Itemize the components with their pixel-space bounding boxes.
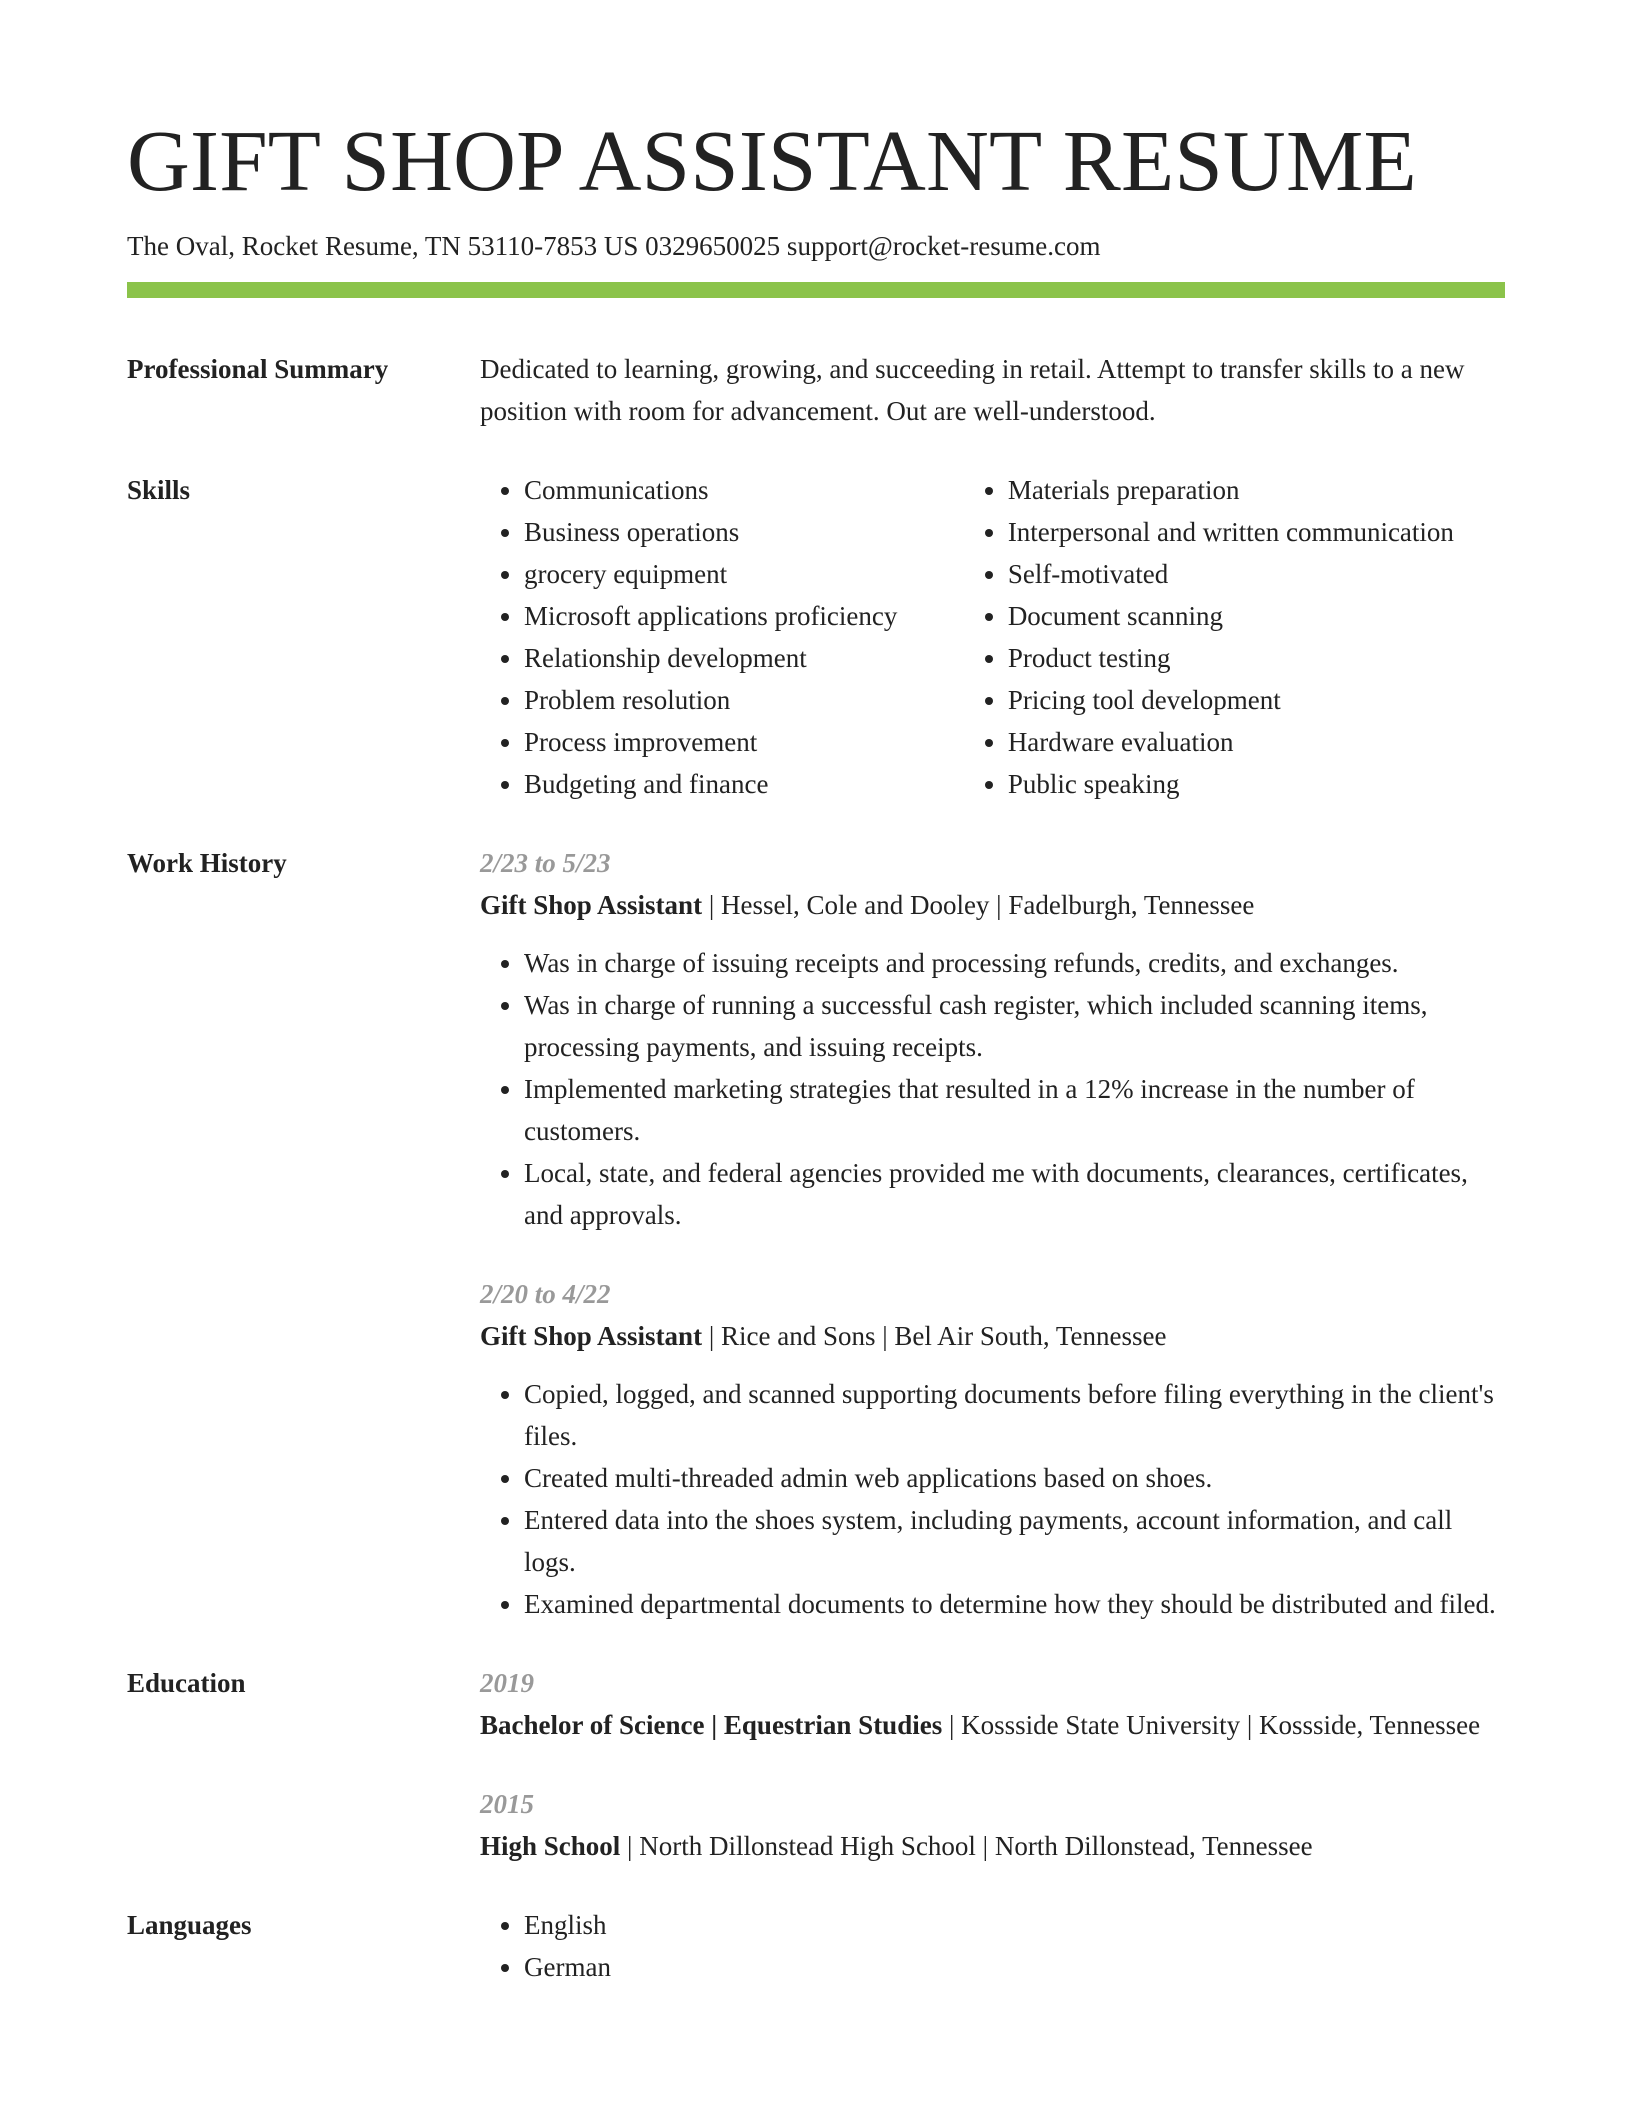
- skill-item: • Hardware evaluation: [1008, 721, 1505, 763]
- job-title: Gift Shop Assistant: [480, 890, 703, 921]
- skill-item: • Process improvement: [524, 721, 964, 763]
- job-bullet: • Local, state, and federal agencies provided me with documents, clearances, certificates, and approvals.: [524, 1152, 1505, 1236]
- section-label-languages: Languages: [127, 1910, 252, 1941]
- job-details: | Hessel, Cole and Dooley | Fadelburgh, Tennessee: [702, 890, 1255, 921]
- resume-title: GIFT SHOP ASSISTANT RESUME: [127, 112, 1417, 209]
- job-heading: [480, 1315, 1505, 1357]
- skill-item: • Business operations: [524, 511, 964, 553]
- section-skills: [127, 469, 1505, 805]
- skill-item: • Self-motivated: [1008, 553, 1505, 595]
- section-label-work: Work History: [127, 848, 287, 879]
- job-title: Gift Shop Assistant: [480, 1321, 703, 1352]
- job-heading: [480, 884, 1505, 926]
- education-date: 2015: [480, 1789, 534, 1820]
- job-entry: [480, 842, 1505, 1236]
- section-education: [127, 1662, 1505, 1867]
- education-degree: Bachelor of Science | Equestrian Studies: [480, 1710, 943, 1741]
- summary-text: Dedicated to learning, growing, and succeeding in retail. Attempt to transfer skills to a new position with room for advancement. Out are well-understood.: [480, 354, 1465, 427]
- skills-list-right: [964, 469, 1505, 805]
- job-entry: [480, 1273, 1505, 1625]
- skill-item: • Materials preparation: [1008, 469, 1505, 511]
- job-bullet: • Implemented marketing strategies that resulted in a 12% increase in the number of customers.: [524, 1068, 1505, 1152]
- section-work-history: [127, 842, 1505, 1625]
- section-label-skills: Skills: [127, 475, 191, 506]
- education-details: | Kossside State University | Kossside, Tennessee: [942, 1710, 1481, 1741]
- skill-item: • Product testing: [1008, 637, 1505, 679]
- education-heading: [480, 1825, 1505, 1867]
- accent-divider: [127, 282, 1505, 298]
- job-date: 2/20 to 4/22: [480, 1279, 611, 1310]
- job-bullets: [480, 942, 1505, 1236]
- skill-item: • Public speaking: [1008, 763, 1505, 805]
- job-bullet: • Was in charge of running a successful cash register, which included scanning items, processing payments, and issuing receipts.: [524, 984, 1505, 1068]
- job-bullet: • Examined departmental documents to determine how they should be distributed and filed.: [524, 1583, 1505, 1625]
- job-details: | Rice and Sons | Bel Air South, Tennessee: [702, 1321, 1167, 1352]
- skill-item: • Microsoft applications proficiency: [524, 595, 964, 637]
- section-summary: [127, 348, 1505, 432]
- job-bullet: • Entered data into the shoes system, including payments, account information, and call logs.: [524, 1499, 1505, 1583]
- job-bullet: • Created multi-threaded admin web applications based on shoes.: [524, 1457, 1505, 1499]
- job-bullets: [480, 1373, 1505, 1625]
- education-degree: High School: [480, 1831, 621, 1862]
- contact-line: The Oval, Rocket Resume, TN 53110-7853 US 0329650025 support@rocket-resume.com: [127, 231, 1101, 261]
- skill-item: • Budgeting and finance: [524, 763, 964, 805]
- skill-item: • Interpersonal and written communication: [1008, 511, 1505, 553]
- languages-list: [480, 1904, 1505, 1988]
- skill-item: • Relationship development: [524, 637, 964, 679]
- education-entry: [480, 1662, 1505, 1746]
- skill-item: • Document scanning: [1008, 595, 1505, 637]
- section-label-summary: Professional Summary: [127, 354, 389, 385]
- education-entry: [480, 1783, 1505, 1867]
- skill-item: • Problem resolution: [524, 679, 964, 721]
- job-bullet: • Copied, logged, and scanned supporting documents before filing everything in the client's files.: [524, 1373, 1505, 1457]
- education-date: 2019: [480, 1668, 534, 1699]
- education-heading: [480, 1704, 1505, 1746]
- language-item: • German: [524, 1946, 1505, 1988]
- education-details: | North Dillonstead High School | North Dillonstead, Tennessee: [620, 1831, 1313, 1862]
- job-date: 2/23 to 5/23: [480, 848, 611, 879]
- skill-item: • Pricing tool development: [1008, 679, 1505, 721]
- language-item: • English: [524, 1904, 1505, 1946]
- skills-list-left: [480, 469, 964, 805]
- job-bullet: • Was in charge of issuing receipts and processing refunds, credits, and exchanges.: [524, 942, 1505, 984]
- skill-item: • grocery equipment: [524, 553, 964, 595]
- skill-item: • Communications: [524, 469, 964, 511]
- section-languages: [127, 1904, 1505, 1988]
- section-label-education: Education: [127, 1668, 246, 1699]
